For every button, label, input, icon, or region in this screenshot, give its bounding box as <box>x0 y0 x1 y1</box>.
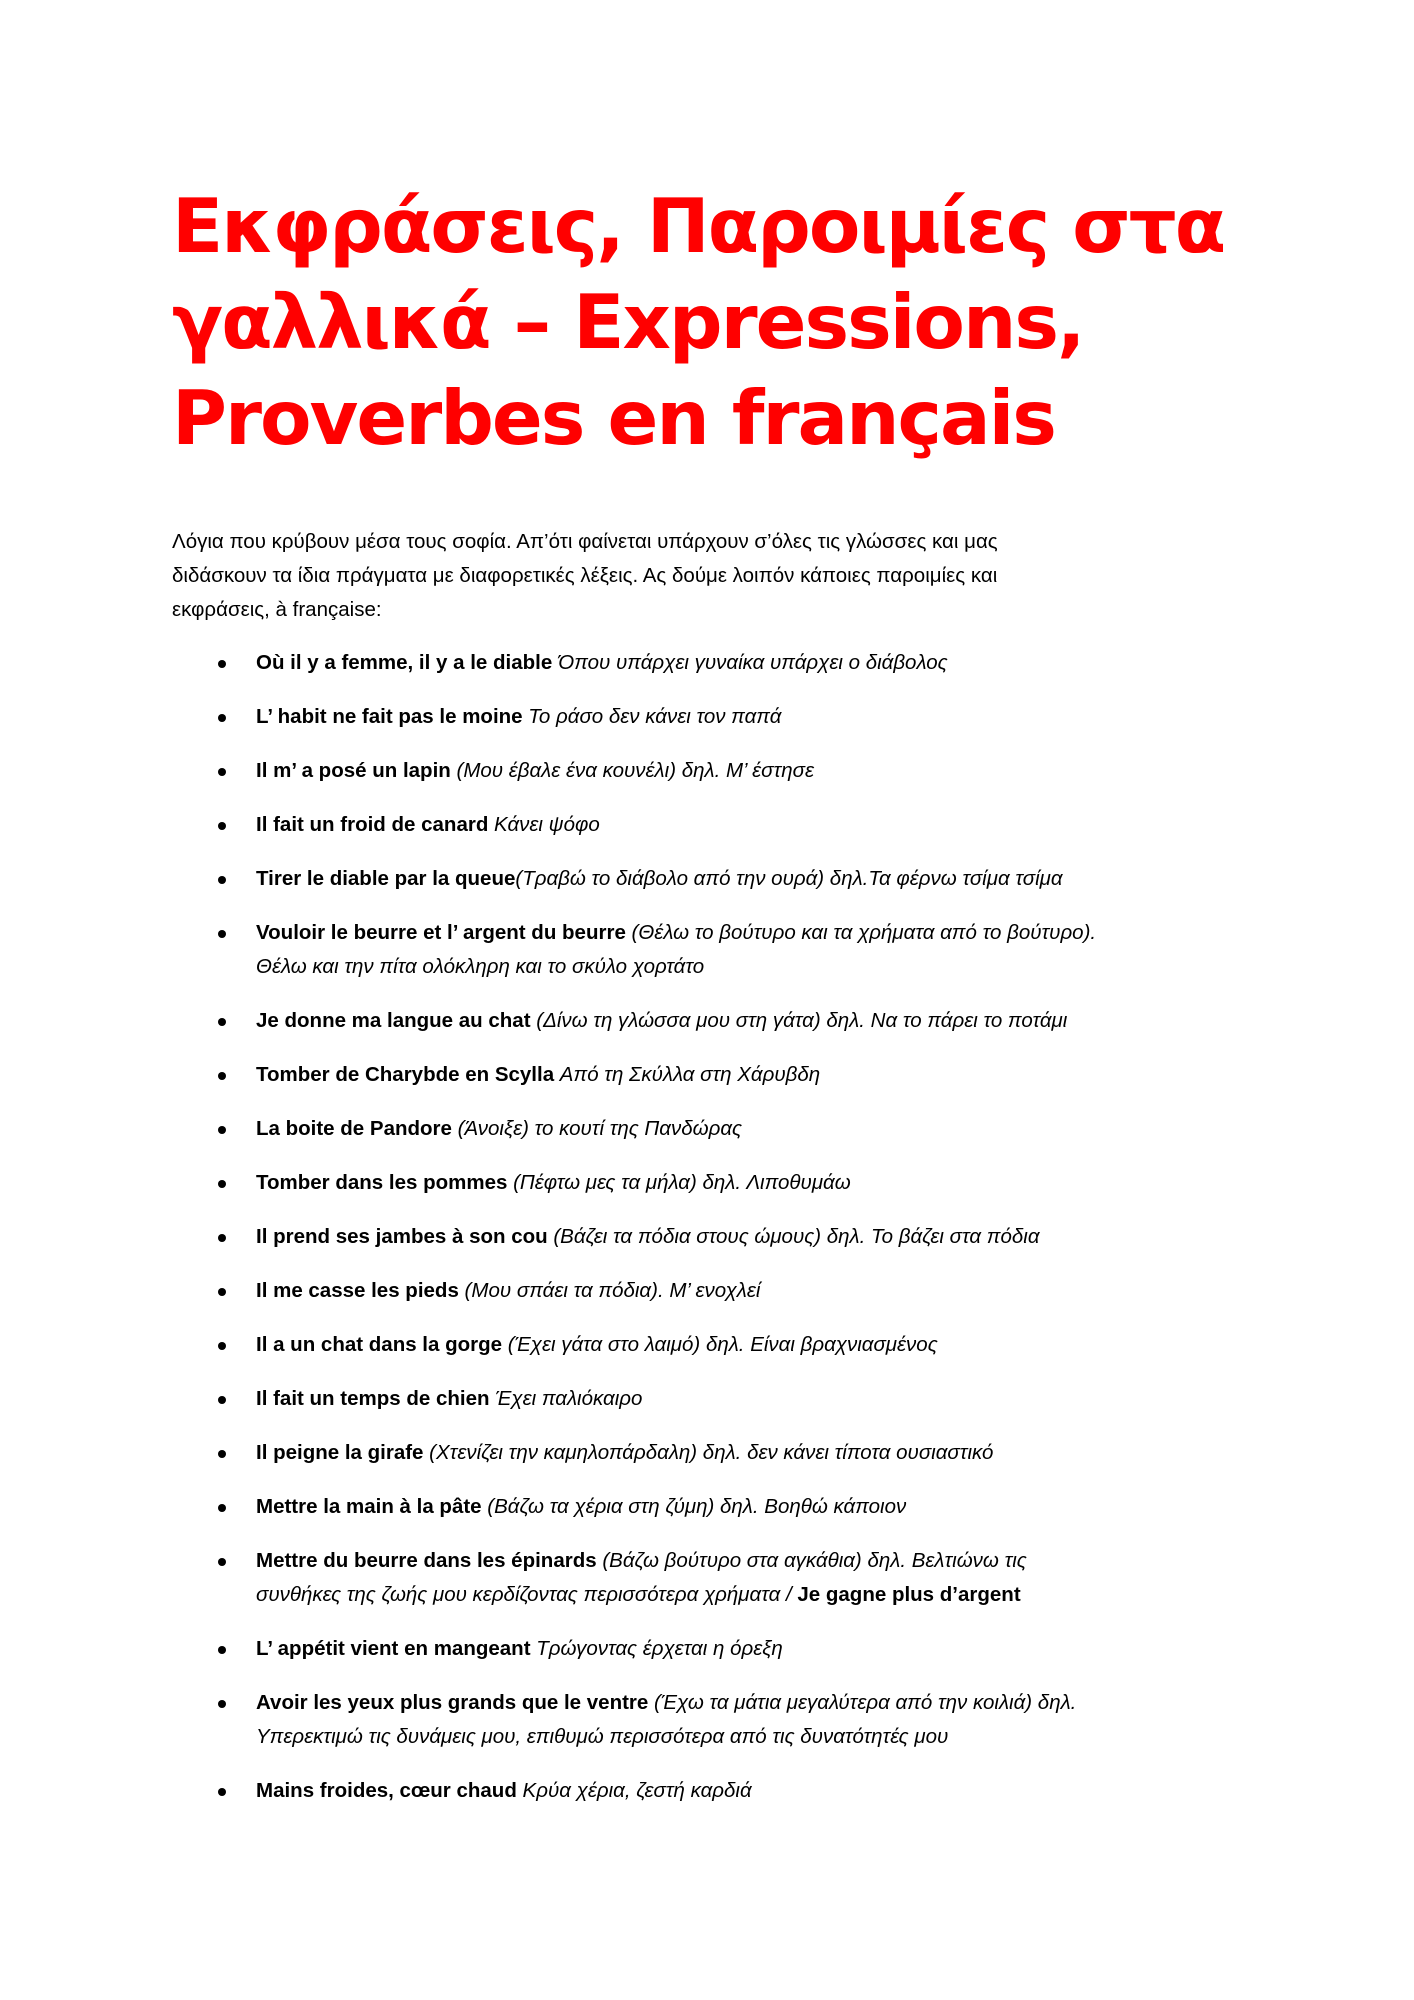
french-expression: Où il y a femme, il y a le diable <box>256 651 553 674</box>
bullet-icon <box>218 1646 226 1654</box>
list-item-line <box>256 1058 1386 1092</box>
list-item-text <box>256 1328 1386 1362</box>
french-expression: La boite de Pandore <box>256 1117 452 1140</box>
list-item-line <box>256 1274 1386 1308</box>
intro-line-3: εκφράσεις, à française: <box>172 598 382 621</box>
greek-translation: (Μου έβαλε ένα κουνέλι) δηλ. Μ’ έστησε <box>450 759 814 782</box>
list-item-text <box>256 808 1386 842</box>
greek-translation: (Θέλω το βούτυρο και τα χρήματα από το βούτυρο). <box>625 921 1097 944</box>
list-item-line <box>256 1632 1386 1666</box>
list-item-text <box>256 700 1386 734</box>
bullet-icon <box>218 1018 226 1026</box>
greek-translation: (Δίνω τη γλώσσα μου στη γάτα) δηλ. Να το πάρει το ποτάμι <box>530 1009 1068 1032</box>
greek-translation: Τρώγοντας έρχεται η όρεξη <box>530 1637 783 1660</box>
list-item-line <box>256 1112 1386 1146</box>
greek-translation: (Έχω τα μάτια μεγαλύτερα από την κοιλιά) δηλ. <box>648 1691 1077 1714</box>
bullet-icon <box>218 660 226 668</box>
greek-translation: (Έχει γάτα στο λαιμό) δηλ. Είναι βραχνιασμένος <box>502 1333 938 1356</box>
list-item-text <box>256 646 1386 680</box>
list-item-text <box>256 1436 1386 1470</box>
bullet-icon <box>218 930 226 938</box>
french-expression: Mettre du beurre dans les épinards <box>256 1549 597 1572</box>
french-expression: Il fait un temps de chien <box>256 1387 490 1410</box>
list-item-text <box>256 1112 1386 1146</box>
list-item-text <box>256 1004 1386 1038</box>
title-line-2: γαλλικά – Expressions, <box>172 278 1084 366</box>
french-expression: Il me casse les pieds <box>256 1279 459 1302</box>
french-expression: Tomber dans les pommes <box>256 1171 508 1194</box>
list-item-line <box>256 700 1386 734</box>
list-item-line <box>256 950 1386 984</box>
list-item-line <box>256 1382 1386 1416</box>
list-item-text <box>256 1058 1386 1092</box>
list-item-line <box>256 1720 1386 1754</box>
title-line-1: Εκφράσεις, Παροιμίες στα <box>172 182 1225 270</box>
greek-translation: (Βάζει τα πόδια στους ώμους) δηλ. Το βάζει στα πόδια <box>547 1225 1040 1248</box>
french-expression: Avoir les yeux plus grands que le ventre <box>256 1691 649 1714</box>
french-expression: Mains froides, cœur chaud <box>256 1779 517 1802</box>
list-item-text <box>256 1544 1386 1612</box>
intro-line-2: διδάσκουν τα ίδια πράγματα με διαφορετικές λέξεις. Ας δούμε λοιπόν κάποιες παροιμίες και <box>172 564 998 587</box>
greek-translation: (Τραβώ το διάβολο από την ουρά) δηλ.Τα φέρνω τσίμα τσίμα <box>515 867 1063 890</box>
bullet-icon <box>218 1072 226 1080</box>
list-item-line <box>256 1220 1386 1254</box>
french-expression: Il prend ses jambes à son cou <box>256 1225 548 1248</box>
list-item-text <box>256 916 1386 984</box>
list-item-line <box>256 1004 1386 1038</box>
list-item-line <box>256 754 1386 788</box>
bullet-icon <box>218 1700 226 1708</box>
french-expression-continued: Je gagne plus d’argent <box>791 1583 1021 1606</box>
greek-translation: Το ράσο δεν κάνει τον παπά <box>522 705 782 728</box>
greek-translation: (Πέφτω μες τα μήλα) δηλ. Λιποθυμάω <box>507 1171 851 1194</box>
list-item-text <box>256 862 1386 896</box>
list-item-line <box>256 1544 1386 1578</box>
list-item-text <box>256 754 1386 788</box>
greek-translation: Κρύα χέρια, ζεστή καρδιά <box>516 1779 752 1802</box>
french-expression: Tomber de Charybde en Scylla <box>256 1063 555 1086</box>
bullet-icon <box>218 1234 226 1242</box>
bullet-icon <box>218 876 226 884</box>
list-item-text <box>256 1274 1386 1308</box>
list-item-text <box>256 1490 1386 1524</box>
bullet-icon <box>218 822 226 830</box>
french-expression: Vouloir le beurre et l’ argent du beurre <box>256 921 626 944</box>
list-item-text <box>256 1166 1386 1200</box>
list-item-line <box>256 1578 1386 1612</box>
greek-translation: Όπου υπάρχει γυναίκα υπάρχει ο διάβολος <box>552 651 948 674</box>
french-expression: Il a un chat dans la gorge <box>256 1333 503 1356</box>
french-expression: Il peigne la girafe <box>256 1441 424 1464</box>
greek-translation: (Βάζω βούτυρο στα αγκάθια) δηλ. Βελτιώνω τις <box>596 1549 1027 1572</box>
french-expression: Il fait un froid de canard <box>256 813 489 836</box>
page-title <box>172 178 1352 466</box>
bullet-icon <box>218 1788 226 1796</box>
list-item-text <box>256 1774 1386 1808</box>
list-item-line <box>256 1166 1386 1200</box>
bullet-icon <box>218 1450 226 1458</box>
list-item-text <box>256 1220 1386 1254</box>
french-expression: L’ appétit vient en mangeant <box>256 1637 531 1660</box>
list-item-line <box>256 646 1386 680</box>
bullet-icon <box>218 1558 226 1566</box>
bullet-icon <box>218 768 226 776</box>
intro-paragraph <box>172 525 1352 627</box>
list-item-text <box>256 1382 1386 1416</box>
list-item-line <box>256 1328 1386 1362</box>
greek-translation: (Βάζω τα χέρια στη ζύμη) δηλ. Βοηθώ κάποιον <box>481 1495 907 1518</box>
french-expression: Tirer le diable par la queue <box>256 867 516 890</box>
bullet-icon <box>218 1180 226 1188</box>
list-item-line <box>256 1436 1386 1470</box>
french-expression: Il m’ a posé un lapin <box>256 759 451 782</box>
greek-translation: Κάνει ψόφο <box>488 813 600 836</box>
list-item-line <box>256 916 1386 950</box>
greek-translation-continued: συνθήκες της ζωής μου κερδίζοντας περισσότερα χρήματα / <box>256 1583 792 1606</box>
list-item-text <box>256 1686 1386 1754</box>
bullet-icon <box>218 1396 226 1404</box>
bullet-icon <box>218 1126 226 1134</box>
list-item-line <box>256 808 1386 842</box>
greek-translation: (Μου σπάει τα πόδια). Μ’ ενοχλεί <box>458 1279 761 1302</box>
greek-translation: (Άνοιξε) το κουτί της Πανδώρας <box>451 1117 742 1140</box>
bullet-icon <box>218 1288 226 1296</box>
list-item-text <box>256 1632 1386 1666</box>
greek-translation-continued: Υπερεκτιμώ τις δυνάμεις μου, επιθυμώ περισσότερα από τις δυνατότητές μου <box>256 1725 949 1748</box>
intro-line-1: Λόγια που κρύβουν μέσα τους σοφία. Απ’ότι φαίνεται υπάρχουν σ’όλες τις γλώσσες και μας <box>172 530 998 553</box>
greek-translation-continued: Θέλω και την πίτα ολόκληρη και το σκύλο χορτάτο <box>256 955 705 978</box>
greek-translation: Έχει παλιόκαιρο <box>489 1387 643 1410</box>
list-item-line <box>256 862 1386 896</box>
greek-translation: (Χτενίζει την καμηλοπάρδαλη) δηλ. δεν κάνει τίποτα ουσιαστικό <box>423 1441 994 1464</box>
list-item-line <box>256 1686 1386 1720</box>
french-expression: L’ habit ne fait pas le moine <box>256 705 523 728</box>
bullet-icon <box>218 1504 226 1512</box>
list-item-line <box>256 1774 1386 1808</box>
french-expression: Mettre la main à la pâte <box>256 1495 482 1518</box>
bullet-icon <box>218 1342 226 1350</box>
greek-translation: Από τη Σκύλλα στη Χάρυβδη <box>554 1063 821 1086</box>
bullet-icon <box>218 714 226 722</box>
french-expression: Je donne ma langue au chat <box>256 1009 531 1032</box>
list-item-line <box>256 1490 1386 1524</box>
title-line-3: Proverbes en français <box>172 374 1055 462</box>
